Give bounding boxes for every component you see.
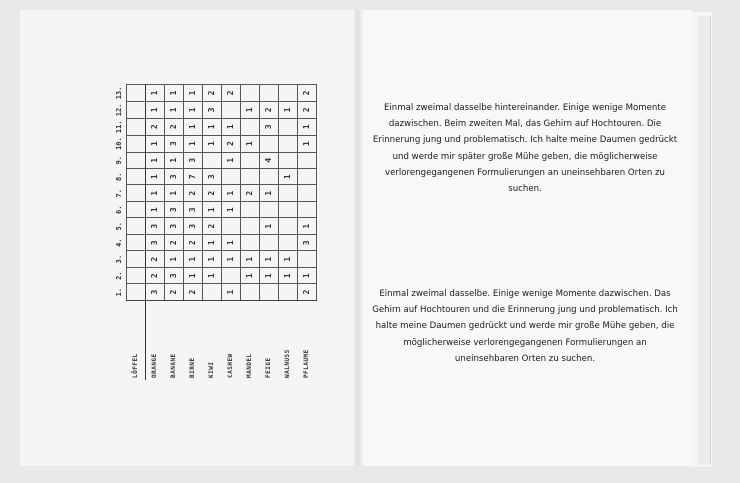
table-cell bbox=[241, 152, 260, 168]
table-cell: 3 bbox=[165, 201, 184, 217]
table-cell bbox=[298, 169, 317, 185]
table-cell bbox=[222, 267, 241, 283]
table-cell bbox=[241, 218, 260, 234]
table-cell: 2 bbox=[241, 185, 260, 201]
table-cell bbox=[203, 284, 222, 300]
table-cell: 1 bbox=[146, 101, 165, 118]
table-cell: 1 bbox=[260, 185, 279, 201]
table-row bbox=[279, 85, 298, 381]
table-cell bbox=[279, 118, 298, 135]
table-cell bbox=[222, 101, 241, 118]
row-label: ORANGE bbox=[146, 300, 165, 380]
table-cell: 2 bbox=[222, 85, 241, 102]
column-header: 13. bbox=[114, 86, 123, 100]
table-row bbox=[127, 85, 146, 381]
row-label: FEIGE bbox=[260, 300, 279, 380]
table-cell: 1 bbox=[241, 267, 260, 283]
table-cell: 2 bbox=[184, 284, 203, 300]
table-cell: 1 bbox=[222, 152, 241, 168]
table-cell bbox=[279, 185, 298, 201]
table-cell: 3 bbox=[165, 135, 184, 152]
column-header: 7. bbox=[114, 189, 123, 198]
table-cell: 1 bbox=[222, 118, 241, 135]
table-cell: 3 bbox=[184, 201, 203, 217]
table-cell bbox=[260, 85, 279, 102]
table-header-row bbox=[112, 85, 127, 381]
table-cell: 1 bbox=[203, 251, 222, 267]
table-cell: 1 bbox=[222, 284, 241, 300]
table-cell: 1 bbox=[184, 118, 203, 135]
table-cell bbox=[127, 101, 146, 118]
table-row bbox=[203, 85, 222, 381]
table-cell: 3 bbox=[146, 218, 165, 234]
table-row bbox=[184, 85, 203, 381]
table-cell: 1 bbox=[222, 201, 241, 217]
table-cell bbox=[127, 201, 146, 217]
table-cell: 1 bbox=[260, 251, 279, 267]
table-cell bbox=[260, 284, 279, 300]
table-body bbox=[127, 85, 317, 381]
table-cell: 1 bbox=[203, 234, 222, 250]
table-cell bbox=[203, 152, 222, 168]
table-cell: 2 bbox=[203, 218, 222, 234]
row-label: BANANE bbox=[165, 300, 184, 380]
table-cell bbox=[260, 169, 279, 185]
paragraph-first: Einmal zweimal dasselbe hintereinander. Einige wenige Momente dazwischen. Beim zweiten Mal, das Gehirn auf Hochtouren. Die Erinnerung jung und problematisch. Ich halte meine Daumen gedrückt und werde mir später große Mühe geben, die möglicherweise verlorengegangenen Formulierungen an uneinsehbaren Orten zu suchen. bbox=[372, 103, 678, 195]
table-cell: 1 bbox=[203, 201, 222, 217]
column-header: 10. bbox=[114, 137, 123, 150]
table-cell: 2 bbox=[146, 118, 165, 135]
table-cell bbox=[241, 284, 260, 300]
row-label: MANDEL bbox=[241, 300, 260, 380]
table-cell: 1 bbox=[184, 101, 203, 118]
table-row bbox=[298, 85, 317, 381]
table-cell: 1 bbox=[146, 135, 165, 152]
column-header: 8. bbox=[114, 172, 123, 181]
table-cell bbox=[279, 85, 298, 102]
table-cell: 2 bbox=[298, 284, 317, 300]
table-cell: 2 bbox=[203, 185, 222, 201]
column-header: 1. bbox=[114, 287, 123, 297]
row-label: BIRNE bbox=[184, 300, 203, 380]
table-cell bbox=[298, 201, 317, 217]
table-cell bbox=[127, 118, 146, 135]
row-label: KIWI bbox=[203, 300, 222, 380]
table-cell: 3 bbox=[298, 234, 317, 250]
table-cell: 1 bbox=[165, 152, 184, 168]
table-cell bbox=[241, 85, 260, 102]
column-header: 2. bbox=[114, 271, 123, 280]
table-cell: 3 bbox=[165, 267, 184, 283]
table-cell bbox=[279, 135, 298, 152]
table-cell: 1 bbox=[279, 251, 298, 267]
column-header: 3. bbox=[114, 254, 123, 264]
fruit-count-table bbox=[112, 84, 311, 380]
column-header: 9. bbox=[114, 156, 123, 165]
table-cell: 1 bbox=[279, 169, 298, 185]
table-cell: 1 bbox=[184, 251, 203, 267]
table-cell bbox=[127, 284, 146, 300]
table-cell bbox=[127, 234, 146, 250]
table-cell: 3 bbox=[146, 284, 165, 300]
table-cell: 1 bbox=[146, 185, 165, 201]
table-cell bbox=[279, 152, 298, 168]
count-grid bbox=[112, 84, 317, 380]
table-cell: 1 bbox=[184, 135, 203, 152]
table-cell: 1 bbox=[241, 101, 260, 118]
table-cell bbox=[279, 218, 298, 234]
corner-cell bbox=[112, 300, 127, 380]
table-cell: 2 bbox=[222, 135, 241, 152]
table-cell: 3 bbox=[184, 152, 203, 168]
table-cell: 1 bbox=[222, 251, 241, 267]
table-cell bbox=[127, 152, 146, 168]
table-cell bbox=[127, 218, 146, 234]
table-cell: 2 bbox=[146, 251, 165, 267]
column-header: 5. bbox=[114, 221, 123, 231]
table-cell bbox=[279, 234, 298, 250]
table-cell: 2 bbox=[165, 118, 184, 135]
table-cell: 1 bbox=[165, 101, 184, 118]
table-cell: 2 bbox=[184, 234, 203, 250]
table-cell: 4 bbox=[260, 152, 279, 168]
table-row bbox=[260, 85, 279, 381]
row-label: PFLAUME bbox=[298, 300, 317, 380]
table-cell: 2 bbox=[298, 85, 317, 102]
table-cell bbox=[260, 201, 279, 217]
table-cell bbox=[127, 169, 146, 185]
table-cell: 3 bbox=[165, 218, 184, 234]
table-cell bbox=[127, 251, 146, 267]
table-cell bbox=[241, 118, 260, 135]
column-header: 12. bbox=[114, 103, 123, 117]
table-row bbox=[146, 85, 165, 381]
table-cell: 1 bbox=[184, 85, 203, 102]
table-cell: 1 bbox=[203, 118, 222, 135]
table-cell: 2 bbox=[260, 101, 279, 118]
table-cell: 1 bbox=[222, 185, 241, 201]
table-cell bbox=[127, 135, 146, 152]
table-cell: 1 bbox=[279, 267, 298, 283]
column-header: 6. bbox=[114, 205, 123, 214]
table-row bbox=[241, 85, 260, 381]
table-row bbox=[165, 85, 184, 381]
table-cell: 1 bbox=[146, 169, 165, 185]
table-cell bbox=[279, 201, 298, 217]
table-cell: 1 bbox=[298, 267, 317, 283]
table-cell: 2 bbox=[298, 101, 317, 118]
table-cell: 2 bbox=[165, 284, 184, 300]
table-cell: 1 bbox=[165, 251, 184, 267]
table-cell: 3 bbox=[203, 101, 222, 118]
table-cell: 1 bbox=[298, 135, 317, 152]
table-cell: 1 bbox=[146, 152, 165, 168]
table-cell: 3 bbox=[203, 169, 222, 185]
table-cell bbox=[260, 135, 279, 152]
row-label: WALNUSS bbox=[279, 300, 298, 380]
table-cell: 1 bbox=[184, 267, 203, 283]
table-cell: 1 bbox=[222, 234, 241, 250]
table-cell: 2 bbox=[184, 185, 203, 201]
table-cell: 1 bbox=[203, 267, 222, 283]
table-cell: 2 bbox=[203, 85, 222, 102]
right-page bbox=[358, 10, 692, 466]
table-cell: 1 bbox=[241, 135, 260, 152]
table-row bbox=[222, 85, 241, 381]
table-cell: 1 bbox=[241, 251, 260, 267]
table-cell bbox=[298, 185, 317, 201]
column-header: 4. bbox=[114, 238, 123, 247]
paragraph-second: Einmal zweimal dasselbe. Einige wenige Momente dazwischen. Das Gehirn auf Hochtouren und die Erinnerung jung und problematisch. Ich halte meine Daumen gedrückt und werde mir große Mühe geben, die möglicherweise verlorengegangenen Formulierungen an uneinsehbaren Orten zu suchen. bbox=[372, 289, 678, 364]
table-cell bbox=[241, 201, 260, 217]
table-cell: 3 bbox=[146, 234, 165, 250]
table-cell bbox=[279, 284, 298, 300]
table-cell: 3 bbox=[165, 169, 184, 185]
table-cell: 2 bbox=[165, 234, 184, 250]
table-cell: 1 bbox=[279, 101, 298, 118]
table-cell bbox=[298, 251, 317, 267]
table-cell: 2 bbox=[146, 267, 165, 283]
row-label: LÖFFEL bbox=[127, 300, 146, 380]
table-cell: 3 bbox=[260, 118, 279, 135]
table-cell: 3 bbox=[184, 218, 203, 234]
table-cell: 7 bbox=[184, 169, 203, 185]
table-cell bbox=[260, 234, 279, 250]
column-header: 11. bbox=[114, 120, 123, 134]
table-cell: 1 bbox=[165, 85, 184, 102]
table-cell: 1 bbox=[260, 218, 279, 234]
table-cell: 1 bbox=[146, 201, 165, 217]
table-cell bbox=[222, 169, 241, 185]
table-cell: 1 bbox=[260, 267, 279, 283]
table-cell bbox=[241, 169, 260, 185]
row-label: CASHEW bbox=[222, 300, 241, 380]
table-cell bbox=[298, 152, 317, 168]
table-cell: 1 bbox=[165, 185, 184, 201]
table-cell bbox=[127, 185, 146, 201]
book-gutter bbox=[352, 10, 364, 466]
table-cell bbox=[127, 85, 146, 102]
table-cell: 1 bbox=[298, 118, 317, 135]
table-cell: 1 bbox=[203, 135, 222, 152]
table-cell bbox=[222, 218, 241, 234]
table-cell bbox=[241, 234, 260, 250]
table-cell bbox=[127, 267, 146, 283]
page-stack-edge-inner bbox=[698, 16, 711, 464]
table-cell: 1 bbox=[146, 85, 165, 102]
table-cell: 1 bbox=[298, 218, 317, 234]
